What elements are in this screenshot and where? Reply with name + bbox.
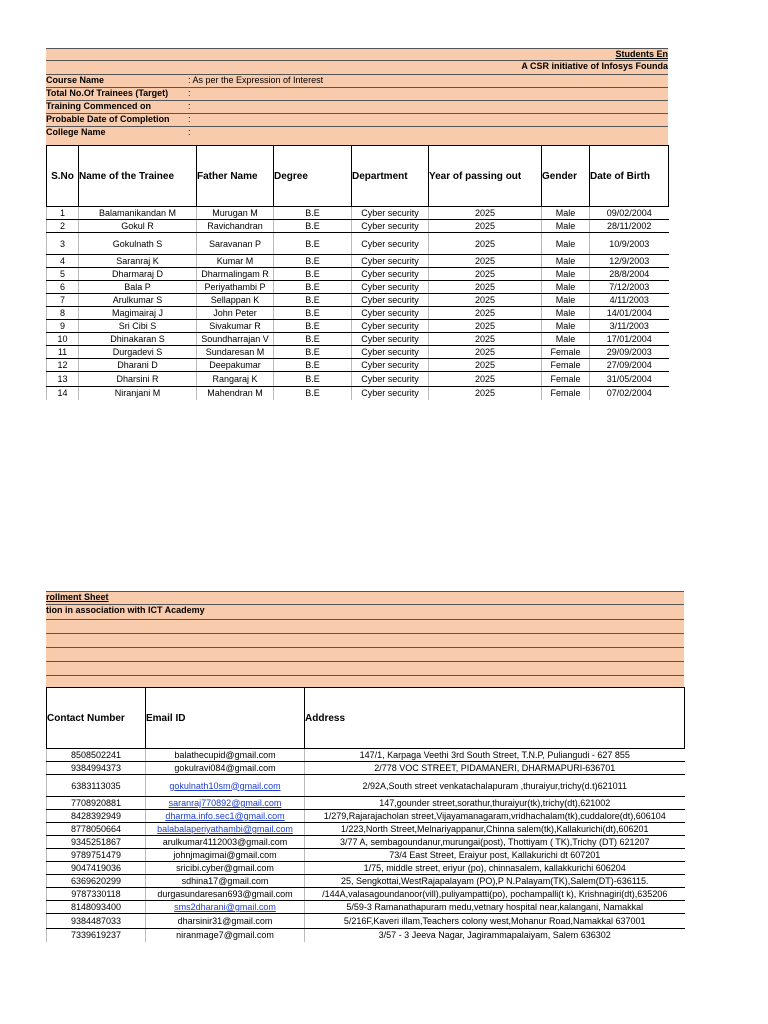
table-cell: Gokulnath S: [79, 233, 197, 255]
table-cell: Rangaraj K: [197, 372, 274, 387]
table-row: [47, 823, 685, 836]
table-cell: Cyber security: [352, 320, 429, 333]
address-cell: 5/216F,Kaveri illam,Teachers colony west,Mohanur Road,Namakkal 637001: [305, 914, 685, 929]
trainee-table: [46, 145, 669, 400]
contact-number-cell: 7708920881: [47, 797, 146, 810]
address-cell: 3/77 A, sembagoundanur,murungai(post), Thottiyam ( TK),Trichy (DT) 621207: [305, 836, 685, 849]
table-cell: 2025: [429, 387, 542, 400]
table-cell: 2025: [429, 255, 542, 268]
table-cell: Cyber security: [352, 207, 429, 220]
table-cell: 07/02/2004: [590, 387, 669, 400]
email-cell: johnjmagimai@gmail.com: [146, 849, 305, 862]
column-header: Father Name: [197, 146, 274, 207]
table-cell: 5: [47, 268, 79, 281]
address-cell: 5/59-3 Ramanathapuram medu,vetnary hospital near,kalangani, Namakkal: [305, 901, 685, 914]
header-block: [46, 48, 668, 146]
contact-number-cell: 9789751479: [47, 849, 146, 862]
table-cell: Male: [542, 333, 590, 346]
sheet-subtitle-continued: tion in association with ICT Academy: [46, 605, 205, 615]
table-cell: Cyber security: [352, 294, 429, 307]
table-cell: 17/01/2004: [590, 333, 669, 346]
table-cell: Cyber security: [352, 333, 429, 346]
email-cell: [146, 797, 305, 810]
table-cell: Magimairaj J: [79, 307, 197, 320]
table-row: [47, 220, 669, 233]
table-row: [47, 255, 669, 268]
table-cell: B.E: [274, 281, 352, 294]
table-cell: 2025: [429, 233, 542, 255]
table-cell: 09/02/2004: [590, 207, 669, 220]
table-cell: Periyathambi P: [197, 281, 274, 294]
email-cell: sdhina17@gmail.com: [146, 875, 305, 888]
table-cell: 7: [47, 294, 79, 307]
table-row: [47, 387, 669, 400]
address-cell: 2/92A,South street venkatachalapuram ,thuraiyur,trichy(d.t)621011: [305, 775, 685, 797]
table-cell: B.E: [274, 333, 352, 346]
table-cell: 3: [47, 233, 79, 255]
address-cell: 1/223,North Street,Melnariyappanur,Chinna salem(tk),Kallakurichi(dt),606201: [305, 823, 685, 836]
header-block-continued: [46, 591, 684, 688]
table-cell: Sivakumar R: [197, 320, 274, 333]
table-cell: Mahendran M: [197, 387, 274, 400]
table-row: [47, 359, 669, 372]
table-cell: Cyber security: [352, 387, 429, 400]
address-cell: 2/778 VOC STREET, PIDAMANERI, DHARMAPURI-636701: [305, 762, 685, 775]
table-row: [47, 346, 669, 359]
email-link[interactable]: dharma.info.sec1@gmail.com: [165, 811, 285, 821]
email-link[interactable]: balabalaperiyathambi@gmail.com: [157, 824, 293, 834]
column-header: Department: [352, 146, 429, 207]
table-cell: 11: [47, 346, 79, 359]
table-cell: 29/09/2003: [590, 346, 669, 359]
table-cell: 7/12/2003: [590, 281, 669, 294]
table-cell: 3/11/2003: [590, 320, 669, 333]
email-cell: gokulravi084@gmail.com: [146, 762, 305, 775]
address-cell: 147/1, Karpaga Veethi 3rd South Street, T.N.P, Puliangudi - 627 855: [305, 749, 685, 762]
table-row: [47, 268, 669, 281]
column-header: Degree: [274, 146, 352, 207]
contact-number-cell: 8778050664: [47, 823, 146, 836]
email-link[interactable]: saranraj770892@gmail.com: [168, 798, 282, 808]
table-cell: 28/11/2002: [590, 220, 669, 233]
column-header: S.No: [47, 146, 79, 207]
table-cell: 2025: [429, 320, 542, 333]
email-cell: sricibi.cyber@gmail.com: [146, 862, 305, 875]
table-cell: Female: [542, 346, 590, 359]
table-cell: Male: [542, 307, 590, 320]
table-cell: 8: [47, 307, 79, 320]
table-cell: Cyber security: [352, 281, 429, 294]
table-row: [47, 901, 685, 914]
table-cell: Male: [542, 294, 590, 307]
table-cell: Cyber security: [352, 268, 429, 281]
table-cell: Balamanikandan M: [79, 207, 197, 220]
table-cell: 12/9/2003: [590, 255, 669, 268]
table-row: [47, 775, 685, 797]
table-cell: 28/8/2004: [590, 268, 669, 281]
info-value: :: [188, 127, 191, 137]
table-row: [47, 307, 669, 320]
table-cell: B.E: [274, 255, 352, 268]
email-cell: [146, 901, 305, 914]
table-cell: B.E: [274, 268, 352, 281]
table-cell: B.E: [274, 294, 352, 307]
info-value: : As per the Expression of Interest: [188, 75, 324, 85]
column-header: Date of Birth: [590, 146, 669, 207]
email-cell: [146, 823, 305, 836]
contact-number-cell: 8428392949: [47, 810, 146, 823]
table-cell: 10/9/2003: [590, 233, 669, 255]
address-cell: /144A,valasagoundanoor(vill),puliyampatti(po), pochampalli(t k), Krishnagiri(dt),635206: [305, 888, 685, 901]
table-row: [47, 294, 669, 307]
contact-table: [46, 687, 685, 942]
table-cell: B.E: [274, 387, 352, 400]
table-cell: Female: [542, 387, 590, 400]
email-cell: niranmage7@gmail.com: [146, 929, 305, 942]
sheet-title: Students En: [615, 49, 668, 59]
table-cell: 6: [47, 281, 79, 294]
table-cell: Deepakumar: [197, 359, 274, 372]
table-cell: B.E: [274, 320, 352, 333]
table-cell: 2025: [429, 281, 542, 294]
email-cell: [146, 775, 305, 797]
table-cell: 1: [47, 207, 79, 220]
table-row: [47, 888, 685, 901]
table-cell: 4: [47, 255, 79, 268]
contact-number-cell: 9787330118: [47, 888, 146, 901]
table-cell: Female: [542, 359, 590, 372]
table-cell: B.E: [274, 372, 352, 387]
table-row: [47, 810, 685, 823]
table-row: [47, 875, 685, 888]
sheet-subtitle: A CSR initiative of Infosys Founda: [521, 61, 668, 71]
table-cell: 2025: [429, 220, 542, 233]
email-cell: dharsinir31@gmail.com: [146, 914, 305, 929]
table-cell: 2: [47, 220, 79, 233]
table-cell: 14/01/2004: [590, 307, 669, 320]
table-cell: Cyber security: [352, 220, 429, 233]
info-row: [46, 74, 668, 86]
table-cell: 12: [47, 359, 79, 372]
table-row: [47, 849, 685, 862]
table-cell: Cyber security: [352, 307, 429, 320]
table-cell: Cyber security: [352, 255, 429, 268]
column-header: Email ID: [146, 688, 305, 749]
table-cell: Dharmaraj D: [79, 268, 197, 281]
table-cell: Cyber security: [352, 359, 429, 372]
address-cell: 1/279,Rajarajacholan street,Vijayamanagaram,vridhachalam(tk),cuddalore(dt),606104: [305, 810, 685, 823]
sheet-page-2: [46, 591, 684, 961]
sheet-title-continued: rollment Sheet: [46, 592, 109, 602]
column-header: Contact Number: [47, 688, 146, 749]
info-label: College Name: [46, 127, 106, 137]
table-cell: Dharmalingam R: [197, 268, 274, 281]
table-cell: Saranraj K: [79, 255, 197, 268]
table-cell: B.E: [274, 359, 352, 372]
table-cell: John Peter: [197, 307, 274, 320]
contact-number-cell: 6383113035: [47, 775, 146, 797]
address-cell: 73/4 East Street, Eraiyur post, Kallakurichi dt 607201: [305, 849, 685, 862]
contact-number-cell: 7339619237: [47, 929, 146, 942]
table-cell: 2025: [429, 207, 542, 220]
table-cell: 13: [47, 372, 79, 387]
table-cell: Murugan M: [197, 207, 274, 220]
info-label: Total No.Of Trainees (Target): [46, 88, 169, 98]
table-cell: 2025: [429, 372, 542, 387]
table-row: [47, 207, 669, 220]
table-row: [47, 281, 669, 294]
table-cell: 2025: [429, 359, 542, 372]
info-value: :: [188, 88, 191, 98]
contact-number-cell: 9345251867: [47, 836, 146, 849]
table-cell: Male: [542, 255, 590, 268]
table-cell: Niranjani M: [79, 387, 197, 400]
email-link[interactable]: sms2dharani@gmail.com: [174, 902, 276, 912]
table-cell: Cyber security: [352, 372, 429, 387]
table-cell: Male: [542, 268, 590, 281]
table-row: [47, 762, 685, 775]
table-cell: B.E: [274, 233, 352, 255]
info-value: :: [188, 101, 191, 111]
table-cell: 27/09/2004: [590, 359, 669, 372]
info-row: [46, 113, 668, 125]
table-row: [47, 929, 685, 942]
info-row: [46, 87, 668, 99]
table-cell: Bala P: [79, 281, 197, 294]
table-row: [47, 749, 685, 762]
table-cell: 10: [47, 333, 79, 346]
address-cell: 3/57 - 3 Jeeva Nagar, Jagirammapalaiyam, Salem 636302: [305, 929, 685, 942]
contact-number-cell: 9384994373: [47, 762, 146, 775]
table-row: [47, 836, 685, 849]
table-cell: Soundharrajan V: [197, 333, 274, 346]
info-label: Training Commenced on: [46, 101, 152, 111]
table-row: [47, 914, 685, 929]
email-link[interactable]: gokulnath10sm@gmail.com: [169, 780, 281, 791]
table-cell: 2025: [429, 294, 542, 307]
table-cell: B.E: [274, 207, 352, 220]
column-header: Address: [305, 688, 685, 749]
table-row: [47, 233, 669, 255]
table-cell: Ravichandran: [197, 220, 274, 233]
table-cell: Male: [542, 220, 590, 233]
contact-number-cell: 8148093400: [47, 901, 146, 914]
table-cell: Durgadevi S: [79, 346, 197, 359]
table-cell: 31/05/2004: [590, 372, 669, 387]
address-cell: 147,gounder street,sorathur,thuraiyur(tk),trichy(dt),621002: [305, 797, 685, 810]
info-row: [46, 126, 668, 138]
column-header: Name of the Trainee: [79, 146, 197, 207]
contact-number-cell: 6369620299: [47, 875, 146, 888]
table-cell: Male: [542, 320, 590, 333]
table-cell: Dharani D: [79, 359, 197, 372]
table-cell: Sundaresan M: [197, 346, 274, 359]
contact-number-cell: 8508502241: [47, 749, 146, 762]
table-cell: Cyber security: [352, 346, 429, 359]
address-cell: 1/75, middle street, eriyur (po), chinnasalem, kallakkurichi 606204: [305, 862, 685, 875]
table-cell: Dharsini R: [79, 372, 197, 387]
table-cell: 2025: [429, 268, 542, 281]
table-cell: Arulkumar S: [79, 294, 197, 307]
table-cell: Male: [542, 207, 590, 220]
info-row: [46, 100, 668, 112]
table-cell: Gokul R: [79, 220, 197, 233]
email-cell: durgasundaresan693@gmail.com: [146, 888, 305, 901]
table-cell: Sri Cibi S: [79, 320, 197, 333]
table-cell: 9: [47, 320, 79, 333]
table-cell: 2025: [429, 307, 542, 320]
table-cell: Female: [542, 372, 590, 387]
table-cell: Sellappan K: [197, 294, 274, 307]
info-label: Course Name: [46, 75, 105, 85]
email-cell: balathecupid@gmail.com: [146, 749, 305, 762]
table-cell: 2025: [429, 346, 542, 359]
table-cell: 14: [47, 387, 79, 400]
table-cell: Dhinakaran S: [79, 333, 197, 346]
table-row: [47, 862, 685, 875]
table-cell: B.E: [274, 307, 352, 320]
table-row: [47, 333, 669, 346]
table-cell: Male: [542, 281, 590, 294]
table-cell: B.E: [274, 220, 352, 233]
table-row: [47, 320, 669, 333]
table-cell: Male: [542, 233, 590, 255]
table-cell: B.E: [274, 346, 352, 359]
column-header: Year of passing out: [429, 146, 542, 207]
email-cell: arulkumar4112003@gmail.com: [146, 836, 305, 849]
contact-number-cell: 9047419036: [47, 862, 146, 875]
table-cell: 4/11/2003: [590, 294, 669, 307]
sheet-page-1: [46, 48, 668, 414]
table-row: [47, 797, 685, 810]
column-header: Gender: [542, 146, 590, 207]
table-cell: 2025: [429, 333, 542, 346]
info-label: Probable Date of Completion: [46, 114, 170, 124]
table-row: [47, 372, 669, 387]
info-value: :: [188, 114, 191, 124]
table-cell: Saravanan P: [197, 233, 274, 255]
email-cell: [146, 810, 305, 823]
contact-number-cell: 9384487033: [47, 914, 146, 929]
address-cell: 25, Sengkottai,WestRajapalayam (PO),P N.Palayam(TK),Salem(DT)-636115.: [305, 875, 685, 888]
table-cell: Kumar M: [197, 255, 274, 268]
table-cell: Cyber security: [352, 233, 429, 255]
